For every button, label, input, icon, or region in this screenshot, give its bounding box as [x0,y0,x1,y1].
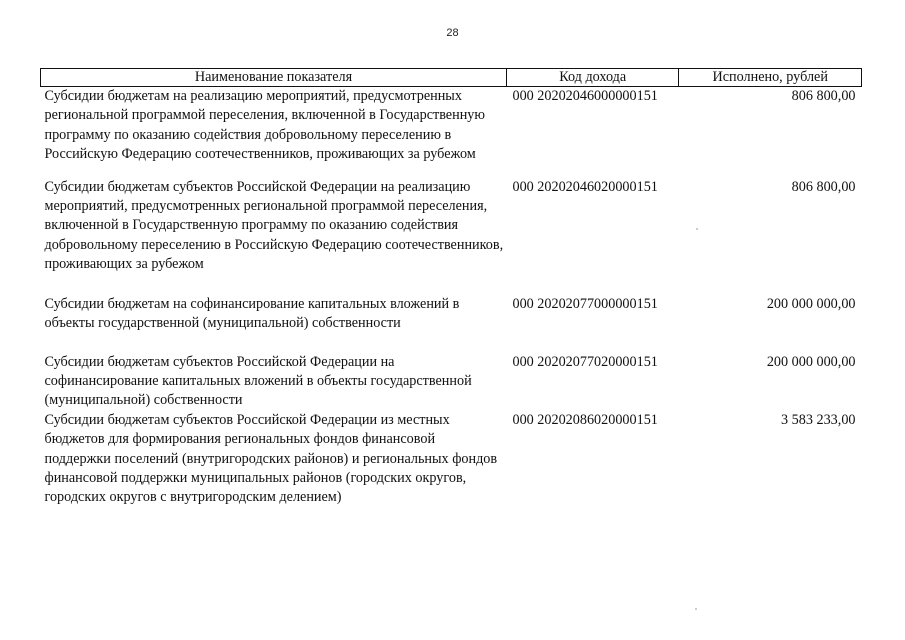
scan-speck [696,228,698,230]
income-code-cell: 000 20202046000000151 [512,88,658,104]
table-row [41,295,862,353]
income-code-cell: 000 20202077000000151 [512,295,658,312]
income-code-cell: 000 20202086020000151 [512,411,658,428]
header-row [41,69,862,87]
table-row [41,87,862,178]
execution-report-table [40,68,862,528]
indicator-name-cell: Субсидии бюджетам субъектов Российской Федерации из местных бюджетов для формирования региональных фондов финансовой поддержки поселений (внутригородских районов) и региональных фондов финансовой поддержки муниципальных районов (городских округов, городских округов с внутригородским делением) [44,411,498,506]
indicator-name-cell: Субсидии бюджетам субъектов Российской Федерации на софинансирование капитальных вложений в объекты государственной (муниципальной) собственности [44,353,472,409]
scan-speck [695,608,697,610]
header-income-code: Код дохода [506,69,678,87]
header-indicator-name: Наименование показателя [41,69,507,87]
table-row [41,178,862,295]
page-number: 28 [446,27,459,39]
header-executed-amount: Исполнено, рублей [679,69,862,87]
indicator-name-cell: Субсидии бюджетам на реализацию мероприятий, предусмотренных региональной программой переселения, включенной в Государственную программу по оказанию содействия добровольному переселению в Российскую Федерацию соотечественников, проживающих за рубежом [44,88,485,163]
income-code-cell: 000 20202046020000151 [512,178,658,195]
executed-amount-cell: 3 583 233,00 [781,411,856,428]
table-body [41,87,862,528]
table-header [41,69,862,87]
table-row [41,411,862,528]
indicator-name-cell: Субсидии бюджетам на софинансирование капитальных вложений в объекты государственной (муниципальной) собственности [44,295,460,331]
income-code-cell: 000 20202077020000151 [512,353,658,370]
executed-amount-cell: 806 800,00 [791,88,856,104]
executed-amount-cell: 200 000 000,00 [766,353,856,370]
executed-amount-cell: 200 000 000,00 [766,295,856,312]
executed-amount-cell: 806 800,00 [791,178,856,195]
indicator-name-cell: Субсидии бюджетам субъектов Российской Федерации на реализацию мероприятий, предусмотренных региональной программой переселения, включенной в Государственную программу по оказанию содействия добровольному переселению в Российскую Федерацию соотечественников, проживающих за рубежом [44,178,504,273]
table-row [41,353,862,411]
